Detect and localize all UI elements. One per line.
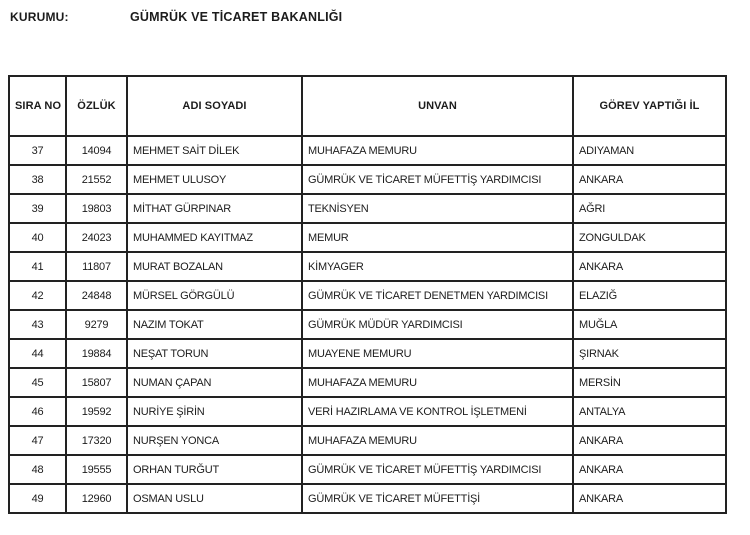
- cell-sira-no: 44: [9, 339, 66, 368]
- cell-unvan: MEMUR: [302, 223, 573, 252]
- cell-unvan: GÜMRÜK VE TİCARET DENETMEN YARDIMCISI: [302, 281, 573, 310]
- cell-gorev-yaptigi-il: ANKARA: [573, 455, 726, 484]
- cell-adi-soyadi: MUHAMMED KAYITMAZ: [127, 223, 302, 252]
- cell-gorev-yaptigi-il: ELAZIĞ: [573, 281, 726, 310]
- cell-unvan: GÜMRÜK VE TİCARET MÜFETTİŞ YARDIMCISI: [302, 165, 573, 194]
- table-row: [9, 484, 726, 513]
- cell-adi-soyadi: MÜRSEL GÖRGÜLÜ: [127, 281, 302, 310]
- personnel-table: [8, 75, 727, 514]
- cell-unvan: GÜMRÜK VE TİCARET MÜFETTİŞİ: [302, 484, 573, 513]
- cell-sira-no: 40: [9, 223, 66, 252]
- cell-adi-soyadi: MİTHAT GÜRPINAR: [127, 194, 302, 223]
- cell-sira-no: 49: [9, 484, 66, 513]
- column-header-gorev-yaptigi-il: GÖREV YAPTIĞI İL: [573, 76, 726, 136]
- cell-ozluk: 24023: [66, 223, 127, 252]
- cell-ozluk: 17320: [66, 426, 127, 455]
- table-header-row: [9, 76, 726, 136]
- cell-ozluk: 21552: [66, 165, 127, 194]
- cell-ozluk: 19884: [66, 339, 127, 368]
- cell-adi-soyadi: NEŞAT TORUN: [127, 339, 302, 368]
- table-row: [9, 310, 726, 339]
- cell-sira-no: 43: [9, 310, 66, 339]
- cell-sira-no: 41: [9, 252, 66, 281]
- cell-sira-no: 48: [9, 455, 66, 484]
- cell-unvan: VERİ HAZIRLAMA VE KONTROL İŞLETMENİ: [302, 397, 573, 426]
- cell-ozluk: 24848: [66, 281, 127, 310]
- cell-sira-no: 37: [9, 136, 66, 165]
- cell-ozluk: 14094: [66, 136, 127, 165]
- cell-ozluk: 11807: [66, 252, 127, 281]
- cell-sira-no: 47: [9, 426, 66, 455]
- cell-adi-soyadi: OSMAN USLU: [127, 484, 302, 513]
- cell-ozluk: 15807: [66, 368, 127, 397]
- table-row: [9, 281, 726, 310]
- cell-gorev-yaptigi-il: ŞIRNAK: [573, 339, 726, 368]
- cell-gorev-yaptigi-il: MUĞLA: [573, 310, 726, 339]
- cell-sira-no: 45: [9, 368, 66, 397]
- cell-unvan: MUHAFAZA MEMURU: [302, 136, 573, 165]
- cell-adi-soyadi: NURİYE ŞİRİN: [127, 397, 302, 426]
- cell-unvan: GÜMRÜK VE TİCARET MÜFETTİŞ YARDIMCISI: [302, 455, 573, 484]
- cell-unvan: MUHAFAZA MEMURU: [302, 426, 573, 455]
- personnel-table-wrapper: [8, 75, 725, 514]
- cell-adi-soyadi: NAZIM TOKAT: [127, 310, 302, 339]
- cell-gorev-yaptigi-il: ANKARA: [573, 252, 726, 281]
- cell-ozluk: 19592: [66, 397, 127, 426]
- cell-gorev-yaptigi-il: ADIYAMAN: [573, 136, 726, 165]
- cell-gorev-yaptigi-il: AĞRI: [573, 194, 726, 223]
- table-row: [9, 136, 726, 165]
- cell-adi-soyadi: MURAT BOZALAN: [127, 252, 302, 281]
- table-body: [9, 136, 726, 513]
- cell-sira-no: 42: [9, 281, 66, 310]
- cell-unvan: TEKNİSYEN: [302, 194, 573, 223]
- column-header-adi-soyadi: ADI SOYADI: [127, 76, 302, 136]
- cell-adi-soyadi: ORHAN TURĞUT: [127, 455, 302, 484]
- cell-gorev-yaptigi-il: ZONGULDAK: [573, 223, 726, 252]
- column-header-sira-no: SIRA NO: [9, 76, 66, 136]
- kurumu-value: GÜMRÜK VE TİCARET BAKANLIĞI: [130, 10, 343, 24]
- cell-gorev-yaptigi-il: ANKARA: [573, 165, 726, 194]
- cell-unvan: MUAYENE MEMURU: [302, 339, 573, 368]
- cell-adi-soyadi: NUMAN ÇAPAN: [127, 368, 302, 397]
- cell-ozluk: 19803: [66, 194, 127, 223]
- cell-adi-soyadi: NURŞEN YONCA: [127, 426, 302, 455]
- cell-gorev-yaptigi-il: ANKARA: [573, 426, 726, 455]
- cell-unvan: GÜMRÜK MÜDÜR YARDIMCISI: [302, 310, 573, 339]
- table-row: [9, 252, 726, 281]
- column-header-unvan: UNVAN: [302, 76, 573, 136]
- cell-adi-soyadi: MEHMET ULUSOY: [127, 165, 302, 194]
- table-row: [9, 339, 726, 368]
- cell-sira-no: 39: [9, 194, 66, 223]
- table-row: [9, 165, 726, 194]
- table-row: [9, 426, 726, 455]
- kurumu-label: KURUMU:: [10, 10, 69, 24]
- column-header-ozluk: ÖZLÜK: [66, 76, 127, 136]
- table-row: [9, 194, 726, 223]
- cell-ozluk: 19555: [66, 455, 127, 484]
- cell-adi-soyadi: MEHMET SAİT DİLEK: [127, 136, 302, 165]
- cell-gorev-yaptigi-il: MERSİN: [573, 368, 726, 397]
- table-row: [9, 368, 726, 397]
- cell-unvan: MUHAFAZA MEMURU: [302, 368, 573, 397]
- cell-ozluk: 9279: [66, 310, 127, 339]
- cell-sira-no: 46: [9, 397, 66, 426]
- cell-unvan: KİMYAGER: [302, 252, 573, 281]
- table-row: [9, 455, 726, 484]
- cell-gorev-yaptigi-il: ANKARA: [573, 484, 726, 513]
- table-row: [9, 223, 726, 252]
- table-row: [9, 397, 726, 426]
- document-header: [10, 10, 740, 24]
- cell-gorev-yaptigi-il: ANTALYA: [573, 397, 726, 426]
- cell-sira-no: 38: [9, 165, 66, 194]
- cell-ozluk: 12960: [66, 484, 127, 513]
